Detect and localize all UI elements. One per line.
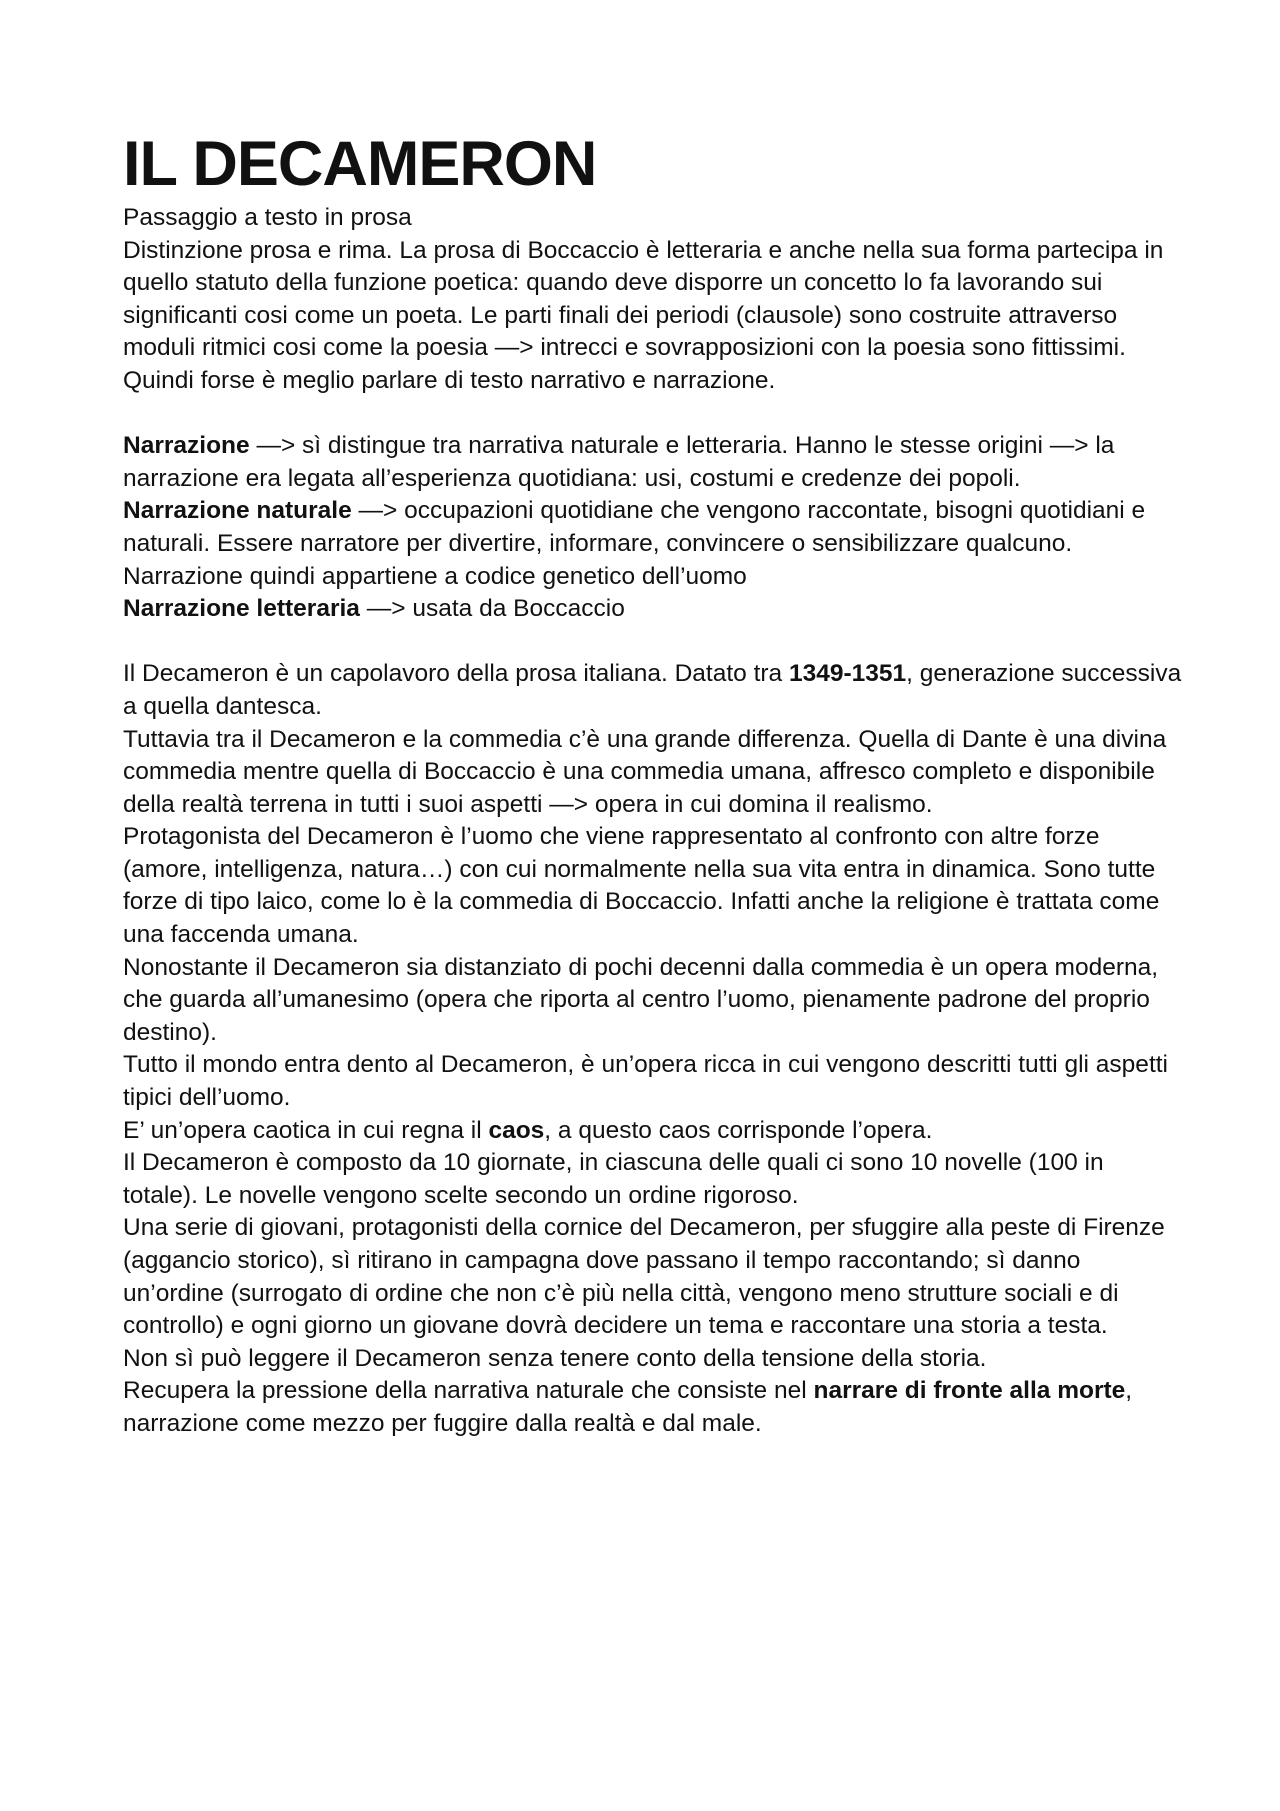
document-page xyxy=(123,128,1183,1441)
term-narrazione-letteraria: Narrazione letteraria xyxy=(123,595,360,623)
comparison-paragraph: Tuttavia tra il Decameron e la commedia c’è una grande differenza. Quella di Dante è una divina commedia mentre quella di Boccaccio è una commedia umana, affresco completo e disponibile della realtà terrena in tutti i suoi aspetti —> opera in cui domina il realismo. xyxy=(123,725,1167,818)
narrazione-text: —> sì distingue tra narrativa naturale e letteraria. Hanno le stesse origini —> la narrazione era legata all’esperienza quotidiana: usi, costumi e credenze dei popoli. xyxy=(123,432,1115,492)
chaos-paragraph xyxy=(123,1115,1183,1148)
tension-paragraph: Non sì può leggere il Decameron senza tenere conto della tensione della storia. xyxy=(123,1344,987,1372)
frame-story-paragraph: Una serie di giovani, protagonisti della cornice del Decameron, per sfuggire alla peste di Firenze (aggancio storico), sì ritirano in campagna dove passano il tempo raccontando; sì danno un’ordine (surrogato di ordine che non c’è più nella città, vengono meno strutture sociali e di controllo) e ogni giorno un giovane dovrà decidere un tema e raccontare una storia a testa. xyxy=(123,1214,1165,1340)
subtitle: Passaggio a testo in prosa xyxy=(123,204,412,231)
date-range: 1349-1351 xyxy=(788,660,907,688)
narrazione-naturale-paragraph xyxy=(123,495,1183,593)
term-narrare-morte: narrare di fronte alla morte xyxy=(813,1377,1126,1405)
paragraph-spacer xyxy=(123,626,1183,659)
structure-paragraph: Il Decameron è composto da 10 giornate, in ciascuna delle quali ci sono 10 novelle (100 in totale). Le novelle vengono scelte secondo un ordine rigoroso. xyxy=(123,1149,1104,1209)
paragraph-spacer xyxy=(123,398,1183,431)
text-span: , generazione successiva a quella dantesca. xyxy=(123,660,1182,720)
term-narrazione-naturale: Narrazione naturale xyxy=(123,497,352,525)
text-span: Recupera la pressione della narrativa naturale che consiste nel xyxy=(123,1377,814,1405)
narrazione-naturale-text: —> occupazioni quotidiane che vengono raccontate, bisogni quotidiani e naturali. Essere narratore per divertire, informare, convincere o sensibilizzare qualcuno. Narrazione quindi appartiene a codice genetico dell’uomo xyxy=(123,497,1146,590)
narrazione-letteraria-paragraph xyxy=(123,593,1183,626)
intro-paragraph: Distinzione prosa e rima. La prosa di Boccaccio è letteraria e anche nella sua forma partecipa in quello statuto della funzione poetica: quando deve disporre un concetto lo fa lavorando sui significanti cosi come un poeta. Le parti finali dei periodi (clausole) sono costruite attraverso moduli ritmici cosi come la poesia —> intrecci e sovrapposizioni con la poesia sono fittissimi. xyxy=(123,236,1164,362)
text-span: , a questo caos corrisponde l’opera. xyxy=(544,1116,933,1144)
modern-work-paragraph: Nonostante il Decameron sia distanziato di pochi decenni dalla commedia è un opera moderna, che guarda all’umanesimo (opera che riporta al centro l’uomo, pienamente padrone del proprio destino). xyxy=(123,953,1159,1046)
narrazione-letteraria-text: —> usata da Boccaccio xyxy=(359,595,625,623)
intro-conclusion: Quindi forse è meglio parlare di testo narrativo e narrazione. xyxy=(123,366,776,394)
text-span: Il Decameron è un capolavoro della prosa italiana. Datato tra xyxy=(123,660,789,688)
term-caos: caos xyxy=(488,1116,545,1144)
term-narrazione: Narrazione xyxy=(123,432,250,460)
decameron-intro-paragraph xyxy=(123,658,1183,723)
world-paragraph: Tutto il mondo entra dento al Decameron, è un’opera ricca in cui vengono descritti tutti gli aspetti tipici dell’uomo. xyxy=(123,1051,1168,1112)
narrazione-paragraph xyxy=(123,430,1183,495)
protagonist-paragraph: Protagonista del Decameron è l’uomo che viene rappresentato al confronto con altre forze (amore, intelligenza, natura…) con cui normalmente nella sua vita entra in dinamica. Sono tutte forze di tipo laico, come lo è la commedia di Boccaccio. Infatti anche la religione è trattata come una faccenda umana. xyxy=(123,823,1160,949)
conclusion-paragraph xyxy=(123,1375,1183,1440)
text-span: , narrazione come mezzo per fuggire dalla realtà e dal male. xyxy=(123,1377,1133,1437)
page-title: IL DECAMERON xyxy=(123,129,597,199)
text-span: E’ un’opera caotica in cui regna il xyxy=(123,1116,489,1144)
